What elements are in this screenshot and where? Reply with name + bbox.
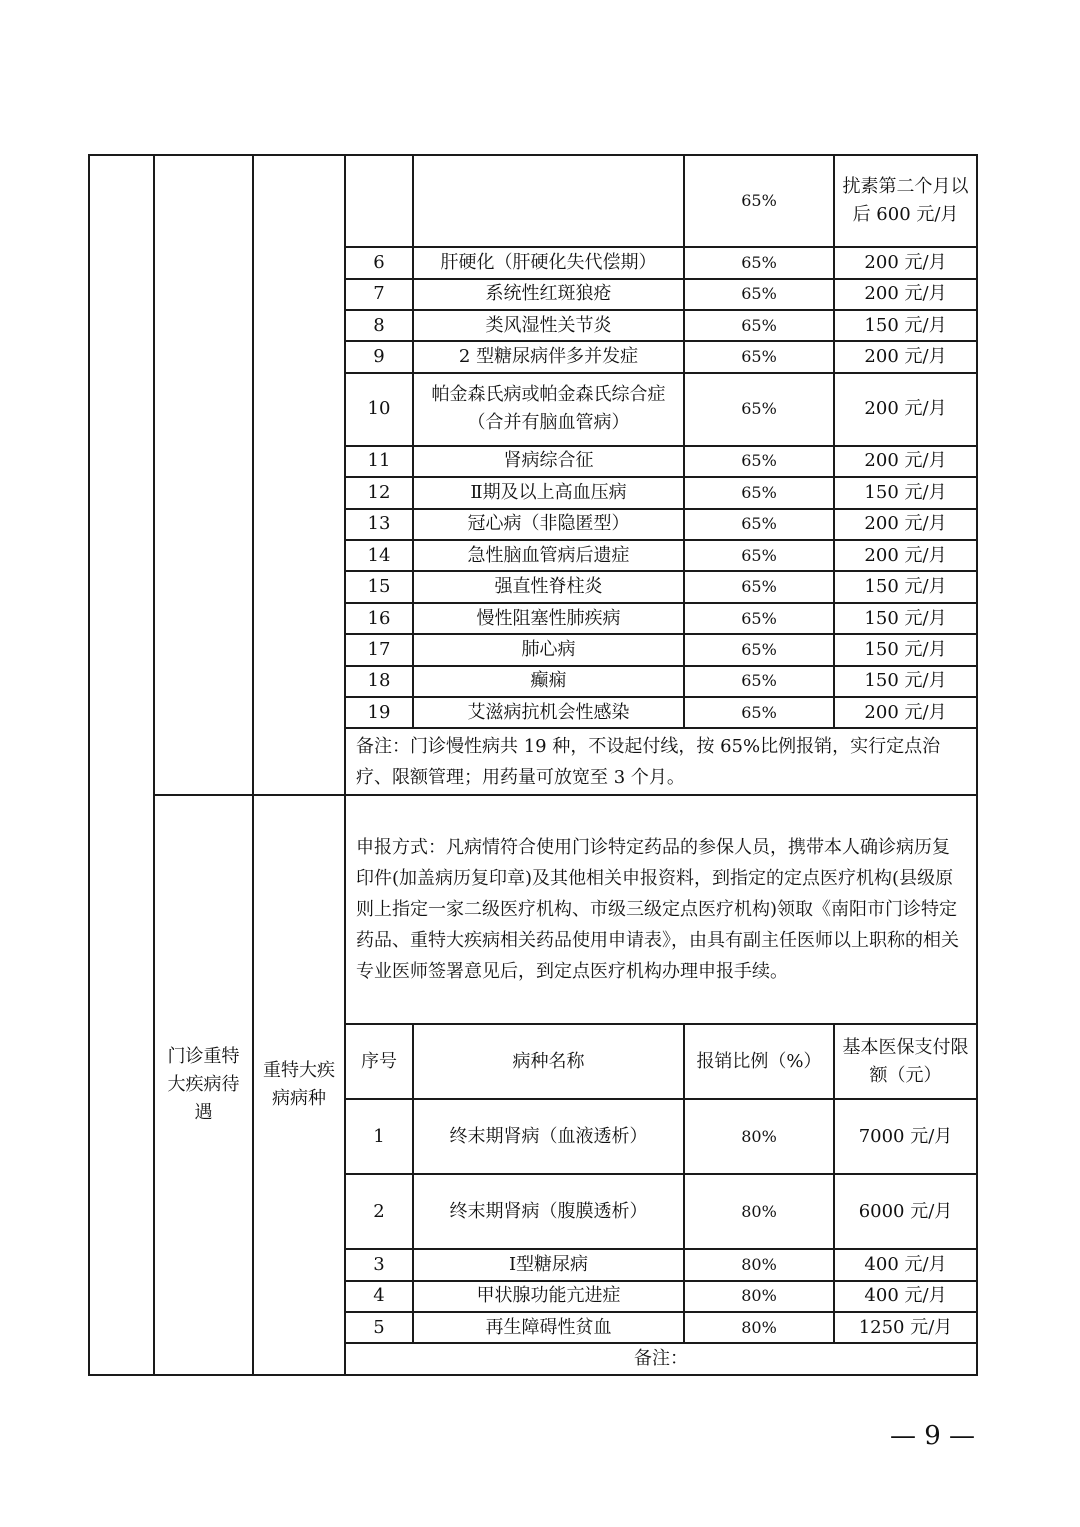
disease-name: 冠心病（非隐匿型）: [413, 509, 684, 540]
disease-no: 9: [345, 341, 413, 372]
major-subcategory-cell: 重特大疾病病种: [253, 795, 345, 1375]
reimburse-ratio: 65%: [684, 509, 834, 540]
reimburse-ratio: 65%: [684, 341, 834, 372]
reimburse-ratio: 65%: [684, 697, 834, 728]
reimburse-ratio: 65%: [684, 603, 834, 634]
payment-limit: 150 元/月: [834, 603, 977, 634]
reimburse-ratio: 65%: [684, 247, 834, 278]
disease-name: [413, 155, 684, 247]
disease-no: 14: [345, 540, 413, 571]
disease-no: 10: [345, 373, 413, 446]
payment-limit: 200 元/月: [834, 341, 977, 372]
reimburse-ratio: 80%: [684, 1281, 834, 1312]
reimbursement-table: [88, 154, 978, 1376]
reimburse-ratio: 65%: [684, 477, 834, 508]
payment-limit: 6000 元/月: [834, 1174, 977, 1249]
disease-name: 类风湿性关节炎: [413, 310, 684, 341]
reimburse-ratio: 65%: [684, 446, 834, 477]
payment-limit: 200 元/月: [834, 540, 977, 571]
payment-limit: 150 元/月: [834, 666, 977, 697]
disease-no: 1: [345, 1099, 413, 1174]
disease-no: 13: [345, 509, 413, 540]
table-body: [89, 155, 977, 1375]
chronic-category-cell: [154, 155, 253, 795]
disease-no: 17: [345, 634, 413, 665]
page-number: — 9 —: [889, 1421, 976, 1451]
application-method: 申报方式：凡病情符合使用门诊特定药品的参保人员，携带本人确诊病历复印件(加盖病历复印章)及其他相关申报资料，到指定的定点医疗机构(县级原则上指定一家二级医疗机构、市级三级定点医疗机构)领取《南阳市门诊特定药品、重特大疾病相关药品使用申请表》，由具有副主任医师以上职称的相关专业医师签署意见后，到定点医疗机构办理申报手续。: [345, 795, 977, 1024]
disease-no: 4: [345, 1281, 413, 1312]
header-no: 序号: [345, 1024, 413, 1099]
disease-no: 8: [345, 310, 413, 341]
disease-name: 肝硬化（肝硬化失代偿期）: [413, 247, 684, 278]
disease-no: 19: [345, 697, 413, 728]
payment-limit: 7000 元/月: [834, 1099, 977, 1174]
payment-limit: 200 元/月: [834, 247, 977, 278]
disease-name: 艾滋病抗机会性感染: [413, 697, 684, 728]
header-limit: 基本医保支付限额（元）: [834, 1024, 977, 1099]
payment-limit: 200 元/月: [834, 373, 977, 446]
disease-no: 16: [345, 603, 413, 634]
reimburse-ratio: 65%: [684, 571, 834, 602]
disease-no: 3: [345, 1249, 413, 1280]
payment-limit: 400 元/月: [834, 1249, 977, 1280]
header-ratio: 报销比例（%）: [684, 1024, 834, 1099]
payment-limit: 150 元/月: [834, 634, 977, 665]
disease-name: 终末期肾病（血液透析）: [413, 1099, 684, 1174]
disease-no: 6: [345, 247, 413, 278]
table-row: [89, 155, 977, 247]
reimburse-ratio: 80%: [684, 1249, 834, 1280]
disease-no: 18: [345, 666, 413, 697]
disease-name: 再生障碍性贫血: [413, 1312, 684, 1343]
reimburse-ratio: 80%: [684, 1312, 834, 1343]
disease-name: 癫痫: [413, 666, 684, 697]
disease-name: 甲状腺功能亢进症: [413, 1281, 684, 1312]
table-row: [89, 795, 977, 1024]
disease-name: 系统性红斑狼疮: [413, 279, 684, 310]
reimburse-ratio: 80%: [684, 1099, 834, 1174]
disease-no: 11: [345, 446, 413, 477]
disease-no: 15: [345, 571, 413, 602]
disease-no: 7: [345, 279, 413, 310]
reimburse-ratio: 65%: [684, 310, 834, 341]
disease-no: 12: [345, 477, 413, 508]
reimburse-ratio: 65%: [684, 666, 834, 697]
payment-limit: 150 元/月: [834, 571, 977, 602]
reimburse-ratio: 80%: [684, 1174, 834, 1249]
payment-limit: 150 元/月: [834, 310, 977, 341]
payment-limit: 扰素第二个月以后 600 元/月: [834, 155, 977, 247]
payment-limit: 150 元/月: [834, 477, 977, 508]
payment-limit: 400 元/月: [834, 1281, 977, 1312]
disease-name: 2 型糖尿病伴多并发症: [413, 341, 684, 372]
payment-limit: 200 元/月: [834, 697, 977, 728]
major-category-cell: 门诊重特大疾病待遇: [154, 795, 253, 1375]
major-note: 备注：: [345, 1343, 977, 1375]
disease-name: 肾病综合征: [413, 446, 684, 477]
payment-limit: 1250 元/月: [834, 1312, 977, 1343]
reimburse-ratio: 65%: [684, 373, 834, 446]
reimburse-ratio: 65%: [684, 155, 834, 247]
disease-name: 帕金森氏病或帕金森氏综合症（合并有脑血管病）: [413, 373, 684, 446]
reimburse-ratio: 65%: [684, 279, 834, 310]
disease-no: 2: [345, 1174, 413, 1249]
disease-name: Ⅰ型糖尿病: [413, 1249, 684, 1280]
chronic-subcategory-cell: [253, 155, 345, 795]
payment-limit: 200 元/月: [834, 279, 977, 310]
disease-name: 慢性阻塞性肺疾病: [413, 603, 684, 634]
reimburse-ratio: 65%: [684, 634, 834, 665]
disease-no: 5: [345, 1312, 413, 1343]
disease-name: 终末期肾病（腹膜透析）: [413, 1174, 684, 1249]
payment-limit: 200 元/月: [834, 509, 977, 540]
disease-no: [345, 155, 413, 247]
disease-name: Ⅱ期及以上高血压病: [413, 477, 684, 508]
header-disease-name: 病种名称: [413, 1024, 684, 1099]
disease-name: 强直性脊柱炎: [413, 571, 684, 602]
payment-limit: 200 元/月: [834, 446, 977, 477]
reimburse-ratio: 65%: [684, 540, 834, 571]
outer-category-cell: [89, 155, 154, 1375]
disease-name: 肺心病: [413, 634, 684, 665]
chronic-note: 备注：门诊慢性病共 19 种，不设起付线，按 65%比例报销，实行定点治疗、限额管理；用药量可放宽至 3 个月。: [345, 728, 977, 795]
disease-name: 急性脑血管病后遗症: [413, 540, 684, 571]
